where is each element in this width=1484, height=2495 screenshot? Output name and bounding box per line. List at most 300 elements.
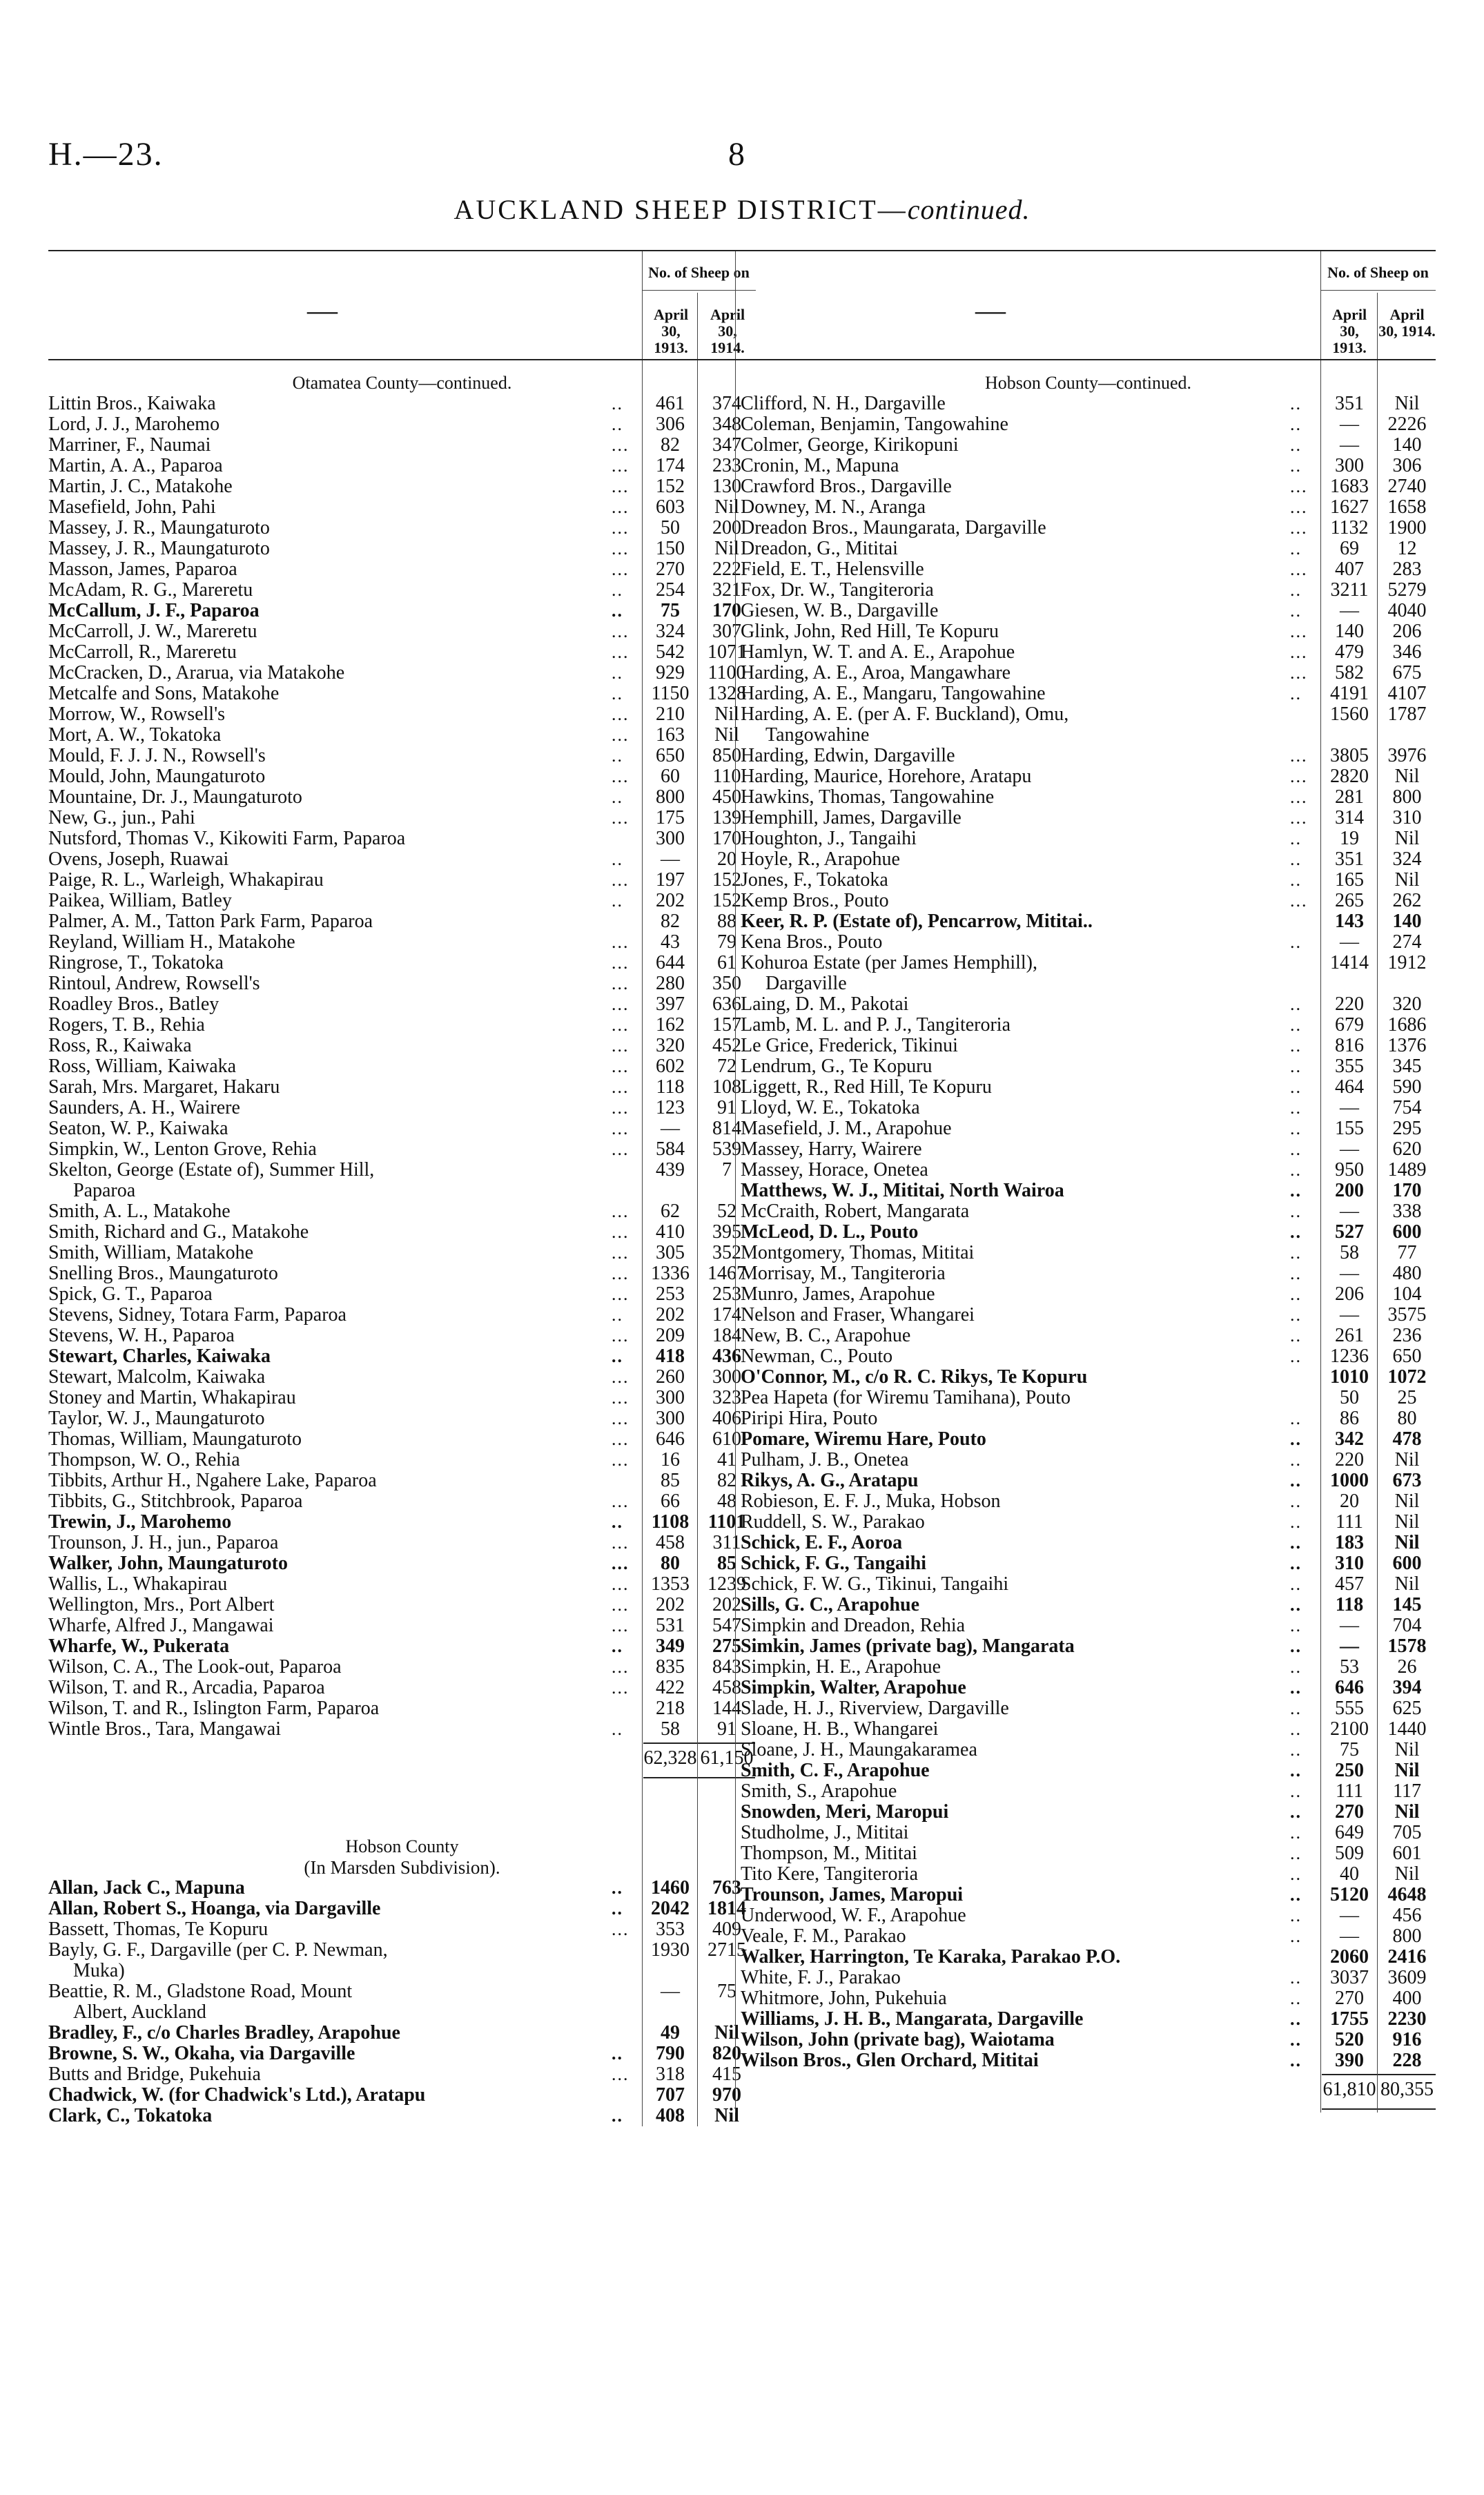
table-row xyxy=(741,1305,1436,1326)
count-1914: 1658 xyxy=(1387,496,1427,518)
count-1914: 52 xyxy=(717,1201,736,1222)
section-title: Otamatea County—continued. xyxy=(292,373,512,393)
entry-name: Sarah, Mrs. Margaret, Hakaru xyxy=(48,1077,280,1098)
entry-name: Simpkin, H. E., Arapohue xyxy=(741,1657,941,1678)
count-1913: 349 xyxy=(656,1635,685,1657)
count-1914: 4107 xyxy=(1387,683,1427,704)
count-1913: 555 xyxy=(1335,1698,1364,1719)
table-row xyxy=(741,787,1436,808)
count-1913: 58 xyxy=(661,1718,680,1740)
leader-dots: ... xyxy=(1290,787,1308,807)
table-row xyxy=(741,2050,1436,2071)
table-row xyxy=(48,1222,756,1243)
table-row xyxy=(741,1905,1436,1926)
entry-name: McCraith, Robert, Mangarata xyxy=(741,1201,970,1222)
count-1913: — xyxy=(1340,1201,1359,1222)
count-1913: 355 xyxy=(1335,1056,1364,1077)
table-row xyxy=(48,1636,756,1657)
count-1913: 306 xyxy=(656,414,685,435)
entry-name: Simpkin, W., Lenton Grove, Rehia xyxy=(48,1139,317,1160)
count-1913: 320 xyxy=(656,1035,685,1056)
leader-dots: ... xyxy=(612,1388,629,1408)
leader-dots: .. xyxy=(1290,2050,1302,2070)
count-1914: 170 xyxy=(712,828,741,849)
entry-name: Palmer, A. M., Tatton Park Farm, Paparoa xyxy=(48,911,373,932)
entry-name: Paige, R. L., Warleigh, Whakapirau xyxy=(48,870,324,891)
count-1914: 539 xyxy=(712,1138,741,1160)
leader-dots: .. xyxy=(1290,1160,1302,1180)
table-row xyxy=(48,1615,756,1636)
count-1913: 111 xyxy=(1336,1780,1363,1802)
leader-dots: .. xyxy=(612,891,623,911)
count-1913: 118 xyxy=(656,1076,685,1098)
entry-name: Ovens, Joseph, Ruawai xyxy=(48,849,229,870)
table-row xyxy=(741,704,1436,746)
leader-dots: ... xyxy=(612,1056,629,1076)
table-row xyxy=(48,601,756,621)
table-row xyxy=(48,1139,756,1160)
count-1913: 390 xyxy=(1335,2050,1364,2071)
count-1914: 110 xyxy=(712,766,741,787)
col-1913-header: April 30, 1913. xyxy=(1331,306,1367,356)
entry-name: Nutsford, Thomas V., Kikowiti Farm, Paparoa xyxy=(48,828,406,849)
entry-name: O'Connor, M., c/o R. C. Rikys, Te Kopuru xyxy=(741,1367,1088,1388)
count-1913: 300 xyxy=(656,1408,685,1429)
table-row xyxy=(741,828,1436,849)
leader-dots: .. xyxy=(1290,1284,1302,1304)
table-row xyxy=(48,1698,756,1719)
entry-name: Snowden, Meri, Maropui xyxy=(741,1802,949,1823)
count-1914: 26 xyxy=(1397,1656,1417,1678)
entry-name: McCarroll, R., Mareretu xyxy=(48,642,237,663)
count-1913: 582 xyxy=(1335,662,1364,683)
entry-name: Trounson, James, Maropui xyxy=(741,1885,964,1905)
count-1914: Nil xyxy=(714,703,739,725)
table-row xyxy=(741,580,1436,601)
count-1914: 41 xyxy=(717,1449,736,1470)
entry-name: Masson, James, Paparoa xyxy=(48,559,237,580)
count-1913: — xyxy=(1340,1097,1359,1118)
entry-name: Walker, John, Maungaturoto xyxy=(48,1553,288,1574)
entry-name: Schick, F. G., Tangaihi xyxy=(741,1553,926,1574)
entry-name: Stoney and Martin, Whakapirau xyxy=(48,1388,296,1408)
count-1914: Nil xyxy=(1394,1863,1420,1885)
count-1913: 202 xyxy=(656,890,685,911)
entry-name: Taylor, W. J., Maungaturoto xyxy=(48,1408,265,1429)
entry-name: Glink, John, Red Hill, Te Kopuru xyxy=(741,621,999,642)
leader-dots: ... xyxy=(612,1077,629,1097)
sheep-count-group-header: No. of Sheep on xyxy=(648,264,750,281)
entry-name: Fox, Dr. W., Tangiteroria xyxy=(741,580,934,601)
table-row xyxy=(48,1678,756,1698)
count-1914: 850 xyxy=(712,745,741,766)
leader-dots: .. xyxy=(612,1719,623,1739)
count-1914: 152 xyxy=(712,869,741,891)
count-1914: Nil xyxy=(714,2022,739,2043)
entry-name: Mort, A. W., Tokatoka xyxy=(48,725,222,746)
entry-name: Wintle Bros., Tara, Mangawai xyxy=(48,1719,281,1740)
leader-dots: ... xyxy=(1290,497,1308,517)
entry-name: Reyland, William H., Matakohe xyxy=(48,932,295,953)
count-1914: 77 xyxy=(1397,1242,1417,1263)
table-row xyxy=(48,1657,756,1678)
entry-name: White, F. J., Parakao xyxy=(741,1968,901,1988)
count-1913: 457 xyxy=(1335,1573,1364,1595)
table-row xyxy=(741,746,1436,766)
count-1913: 152 xyxy=(656,476,685,497)
count-1914: 673 xyxy=(1392,1470,1422,1491)
table-row xyxy=(48,1263,756,1284)
entry-name: Houghton, J., Tangaihi xyxy=(741,828,917,849)
entry-name: Saunders, A. H., Wairere xyxy=(48,1098,240,1118)
count-1914: 80 xyxy=(1397,1408,1417,1429)
table-row xyxy=(741,1491,1436,1512)
leader-dots: .. xyxy=(612,1636,623,1656)
count-1914: 1814 xyxy=(707,1898,746,1919)
leader-dots: ... xyxy=(612,1367,629,1387)
count-1914: Nil xyxy=(1394,766,1420,787)
leader-dots: .. xyxy=(1290,1491,1302,1511)
total-1914: 61,150 xyxy=(700,1747,754,1769)
count-1913: 19 xyxy=(1340,828,1359,849)
count-1914: 200 xyxy=(712,517,741,538)
col-1913-header: April 30, 1913. xyxy=(653,306,689,356)
count-1914: 140 xyxy=(1392,911,1422,932)
count-1913: 220 xyxy=(1335,1449,1364,1470)
table-row xyxy=(48,2043,756,2064)
leader-dots: ... xyxy=(612,1595,629,1615)
count-1913: — xyxy=(661,1118,680,1139)
entry-name-line-1: Kohuroa Estate (per James Hemphill), xyxy=(741,953,1037,973)
table-row xyxy=(48,911,756,932)
leader-dots: .. xyxy=(1290,1905,1302,1925)
table-row xyxy=(741,621,1436,642)
entry-name: Munro, James, Arapohue xyxy=(741,1284,935,1305)
count-1913: 118 xyxy=(1335,1594,1364,1615)
count-1914: 763 xyxy=(712,1877,741,1899)
table-row xyxy=(741,2030,1436,2050)
table-row xyxy=(48,456,756,476)
count-1914: 601 xyxy=(1392,1843,1422,1864)
count-1914: Nil xyxy=(1394,828,1420,849)
table-row xyxy=(48,1919,756,1940)
entry-name: Stewart, Charles, Kaiwaka xyxy=(48,1346,271,1367)
leader-dots: .. xyxy=(1290,1326,1302,1346)
table-row xyxy=(48,394,756,414)
count-1913: 280 xyxy=(656,973,685,994)
count-1913: 1353 xyxy=(651,1573,690,1595)
count-1913: — xyxy=(661,1981,680,2002)
count-1914: 79 xyxy=(717,931,736,953)
leader-dots: ... xyxy=(1290,891,1308,911)
count-1914: 345 xyxy=(1392,1056,1422,1077)
count-1914: 704 xyxy=(1392,1615,1422,1636)
table-row xyxy=(741,414,1436,435)
entry-name: Field, E. T., Helensville xyxy=(741,559,924,580)
entry-name: McCarroll, J. W., Mareretu xyxy=(48,621,257,642)
leader-dots: .. xyxy=(1290,1512,1302,1532)
total-row xyxy=(48,1740,756,1781)
entry-name: Clifford, N. H., Dargaville xyxy=(741,394,946,414)
leader-dots: ... xyxy=(612,1450,629,1470)
count-1914: 1100 xyxy=(707,662,746,683)
leader-dots: .. xyxy=(1290,580,1302,600)
count-1913: 175 xyxy=(656,807,685,828)
leader-dots: .. xyxy=(1290,1077,1302,1097)
entry-name-line-2: Albert, Auckland xyxy=(73,2001,206,2023)
entry-name xyxy=(48,1940,601,1981)
entry-name: Harding, A. E., Mangaru, Tangowahine xyxy=(741,683,1046,704)
entry-name: Bassett, Thomas, Te Kopuru xyxy=(48,1919,269,1940)
table-row xyxy=(48,1940,756,1981)
leader-dots: ... xyxy=(612,518,629,538)
entry-name: McLeod, D. L., Pouto xyxy=(741,1222,919,1243)
entry-name: Newman, C., Pouto xyxy=(741,1346,893,1367)
leader-dots: .. xyxy=(1290,1657,1302,1677)
entry-name-line-1: Beattie, R. M., Gladstone Road, Mount xyxy=(48,1981,353,2002)
count-1913: 3037 xyxy=(1330,1967,1369,1988)
leader-dots: ... xyxy=(612,994,629,1014)
leader-dots: ... xyxy=(612,766,629,786)
count-1913: 1010 xyxy=(1330,1366,1369,1388)
total-rule xyxy=(643,1777,755,1778)
table-row xyxy=(48,1077,756,1098)
count-1913: 464 xyxy=(1335,1076,1364,1098)
table-row xyxy=(48,849,756,870)
leader-dots: ... xyxy=(612,1284,629,1304)
count-1914: 1686 xyxy=(1387,1014,1427,1036)
leader-dots: .. xyxy=(1290,683,1302,703)
table-row xyxy=(741,476,1436,497)
table-row xyxy=(48,1201,756,1222)
count-1914: 2226 xyxy=(1387,414,1427,435)
count-1913: 353 xyxy=(656,1919,685,1940)
leader-dots: .. xyxy=(1290,456,1302,476)
count-1914: 1101 xyxy=(707,1511,746,1533)
count-1914: Nil xyxy=(1394,1449,1420,1470)
leader-dots: .. xyxy=(1290,1781,1302,1801)
table-row xyxy=(48,1388,756,1408)
entry-name: Sills, G. C., Arapohue xyxy=(741,1595,920,1615)
leader-dots: .. xyxy=(612,2106,623,2126)
count-1913: 174 xyxy=(656,455,685,476)
count-1913: 210 xyxy=(656,703,685,725)
total-rule xyxy=(1322,2074,1436,2075)
count-1914: 450 xyxy=(712,786,741,808)
col-1914-header: April 30, 1914. xyxy=(1378,306,1436,340)
count-1914: 1376 xyxy=(1387,1035,1427,1056)
count-1914: 82 xyxy=(717,1470,736,1491)
count-1913: — xyxy=(1340,434,1359,456)
count-1914: 108 xyxy=(712,1076,741,1098)
table-row xyxy=(48,663,756,683)
entry-name: Williams, J. H. B., Mangarata, Dargaville xyxy=(741,2009,1084,2030)
count-1914: 323 xyxy=(712,1387,741,1408)
entry-name: Laing, D. M., Pakotai xyxy=(741,994,909,1015)
count-1914: 480 xyxy=(1392,1263,1422,1284)
count-1913: 270 xyxy=(656,559,685,580)
total-rule xyxy=(643,1742,755,1744)
count-1914: Nil xyxy=(714,496,739,518)
table-row xyxy=(741,1367,1436,1388)
count-1914: 843 xyxy=(712,1656,741,1678)
entry-name: Metcalfe and Sons, Matakohe xyxy=(48,683,280,704)
count-1914: 1440 xyxy=(1387,1718,1427,1740)
leader-dots: .. xyxy=(1290,1036,1302,1056)
count-1914: 3976 xyxy=(1387,745,1427,766)
entry-name: Hoyle, R., Arapohue xyxy=(741,849,900,870)
leader-dots: ... xyxy=(1290,746,1308,766)
entry-name: Bradley, F., c/o Charles Bradley, Arapohue xyxy=(48,2023,400,2043)
count-1914: 2416 xyxy=(1387,1946,1427,1968)
entry-name: Dreadon, G., Mititai xyxy=(741,538,898,559)
left-column xyxy=(48,250,756,2126)
count-1914: 1072 xyxy=(1387,1366,1427,1388)
leader-dots: .. xyxy=(1290,849,1302,869)
count-1914: 222 xyxy=(712,559,741,580)
leader-dots: .. xyxy=(1290,1098,1302,1118)
total-row xyxy=(741,2071,1436,2113)
leader-dots: .. xyxy=(1290,1346,1302,1366)
count-1913: 603 xyxy=(656,496,685,518)
entry-name: Crawford Bros., Dargaville xyxy=(741,476,952,497)
entry-name: Cronin, M., Mapuna xyxy=(741,456,899,476)
count-1914: 139 xyxy=(712,807,741,828)
count-1913: 527 xyxy=(1335,1221,1364,1243)
leader-dots: ... xyxy=(612,1615,629,1635)
count-1913: 1336 xyxy=(651,1263,690,1284)
count-1913: 644 xyxy=(656,952,685,973)
entry-name: Snelling Bros., Maungaturoto xyxy=(48,1263,278,1284)
count-1913: 254 xyxy=(656,579,685,601)
count-1914: 144 xyxy=(712,1698,741,1719)
col-1914-header: April 30, 1914. xyxy=(710,306,745,356)
count-1914: Nil xyxy=(1394,1532,1420,1553)
entry-name xyxy=(741,953,1286,994)
entry-name: Ruddell, S. W., Parakao xyxy=(741,1512,925,1533)
leader-dots: .. xyxy=(1290,1968,1302,1988)
leader-dots: .. xyxy=(1290,1885,1302,1905)
count-1914: 347 xyxy=(712,434,741,456)
count-1913: — xyxy=(1340,1905,1359,1926)
entry-name: Mountaine, Dr. J., Maungaturoto xyxy=(48,787,302,808)
leader-dots: .. xyxy=(1290,932,1302,952)
entry-name: Schick, F. W. G., Tikinui, Tangaihi xyxy=(741,1574,1009,1595)
count-1914: 352 xyxy=(712,1242,741,1263)
count-1913: 602 xyxy=(656,1056,685,1077)
table-row xyxy=(741,1450,1436,1470)
entry-name: Stevens, Sidney, Totara Farm, Paparoa xyxy=(48,1305,346,1326)
table-row xyxy=(741,1118,1436,1139)
leader-dots: .. xyxy=(1290,2030,1302,2050)
count-1913: 260 xyxy=(656,1366,685,1388)
count-1913: 1000 xyxy=(1330,1470,1369,1491)
table-row xyxy=(48,414,756,435)
table-row xyxy=(48,683,756,704)
count-1914: 820 xyxy=(712,2043,741,2064)
entry-name: Hawkins, Thomas, Tangowahine xyxy=(741,787,995,808)
leader-dots: .. xyxy=(1290,1553,1302,1573)
leader-dots: ... xyxy=(612,725,629,745)
leader-dots: .. xyxy=(612,1346,623,1366)
count-1913: 143 xyxy=(1335,911,1364,932)
count-1914: 75 xyxy=(717,1981,736,2002)
count-1913: 209 xyxy=(656,1325,685,1346)
table-row xyxy=(741,518,1436,538)
leader-dots: .. xyxy=(1290,1615,1302,1635)
count-1914: 754 xyxy=(1392,1097,1422,1118)
count-1913: 85 xyxy=(661,1470,680,1491)
leader-dots: ... xyxy=(612,1491,629,1511)
leader-dots: ... xyxy=(612,1201,629,1221)
table-row xyxy=(741,1512,1436,1533)
entry-name: Massey, Harry, Wairere xyxy=(741,1139,922,1160)
table-row xyxy=(741,683,1436,704)
count-1913: 461 xyxy=(656,393,685,414)
entry-name: Pulham, J. B., Onetea xyxy=(741,1450,909,1470)
count-1914: 636 xyxy=(712,993,741,1015)
table-row xyxy=(741,1823,1436,1843)
count-1914: 338 xyxy=(1392,1201,1422,1222)
count-1913: 123 xyxy=(656,1097,685,1118)
table-row xyxy=(741,1760,1436,1781)
count-1913: 140 xyxy=(1335,621,1364,642)
entry-name: Stevens, W. H., Paparoa xyxy=(48,1326,235,1346)
table-row xyxy=(48,580,756,601)
count-1913: 410 xyxy=(656,1221,685,1243)
table-row xyxy=(48,1899,756,1919)
leader-dots: .. xyxy=(1290,435,1302,455)
table-row xyxy=(741,1201,1436,1222)
leader-dots: .. xyxy=(612,601,623,621)
count-1913: 790 xyxy=(656,2043,685,2064)
entry-name: Massey, Horace, Onetea xyxy=(741,1160,928,1181)
table-row xyxy=(48,870,756,891)
column-rule xyxy=(697,360,698,2126)
leader-dots: .. xyxy=(1290,1201,1302,1221)
count-1913: 646 xyxy=(656,1428,685,1450)
table-row xyxy=(741,1574,1436,1595)
count-1913: 950 xyxy=(1335,1159,1364,1181)
count-1914: 395 xyxy=(712,1221,741,1243)
entry-name: Smith, Richard and G., Matakohe xyxy=(48,1222,309,1243)
leader-dots: ... xyxy=(612,1326,629,1346)
count-1913: 351 xyxy=(1335,848,1364,870)
table-row xyxy=(741,1615,1436,1636)
count-1914: 4040 xyxy=(1387,600,1427,621)
table-row xyxy=(48,1574,756,1595)
entry-name: Matthews, W. J., Mititai, North Wairoa xyxy=(741,1181,1064,1201)
count-1913: 439 xyxy=(656,1159,685,1181)
count-1913: 324 xyxy=(656,621,685,642)
count-1914: 547 xyxy=(712,1615,741,1636)
count-1914: 91 xyxy=(717,1097,736,1118)
table-row xyxy=(48,1015,756,1036)
count-1913: 1560 xyxy=(1330,703,1369,725)
table-row xyxy=(48,2064,756,2085)
entry-name: Piripi Hira, Pouto xyxy=(741,1408,878,1429)
table-row xyxy=(48,1243,756,1263)
leader-dots: .. xyxy=(1290,414,1302,434)
count-1913: 397 xyxy=(656,993,685,1015)
count-1913: 150 xyxy=(656,538,685,559)
entry-name: Coleman, Benjamin, Tangowahine xyxy=(741,414,1008,435)
entry-name: Allan, Robert S., Hoanga, via Dargaville xyxy=(48,1899,381,1919)
table-row xyxy=(741,1636,1436,1657)
table-row xyxy=(741,1864,1436,1885)
count-1914: Nil xyxy=(1394,393,1420,414)
count-1914: 625 xyxy=(1392,1698,1422,1719)
